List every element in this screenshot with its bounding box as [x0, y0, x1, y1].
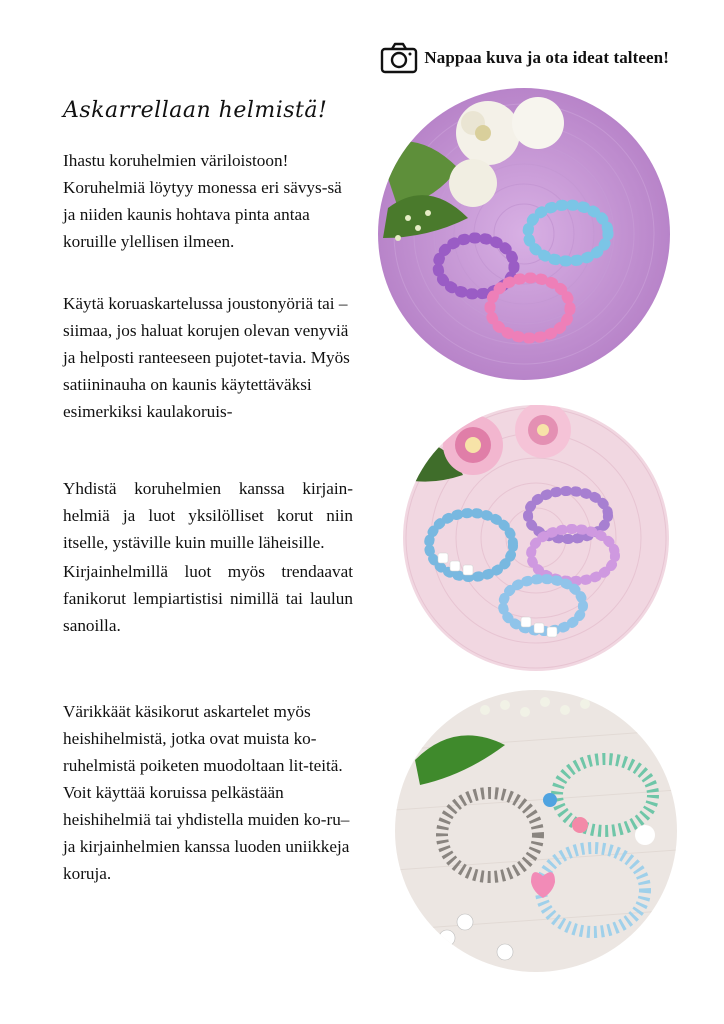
paragraph-intro: Ihastu koruhelmien väriloistoon! Koruhelmiä löytyy monessa eri sävys-sä ja niiden kaunis hohtava pinta antaa koruille ylellisen ilmeen. — [63, 151, 342, 251]
photo-tip-text: Nappaa kuva ja ota ideat talteen! — [424, 48, 669, 67]
camera-icon — [380, 42, 418, 74]
paragraph-heishi: Värikkäät käsikorut askartelet myös heishihelmistä, jotka ovat muista ko-ruhelmistä poiketen muodoltaan lit-teitä. Voit käyttää koruissa pelkästään heishihelmiä tai yhdistella muiden ko-ru– ja kirjainhelmien kanssa luoden uniikkeja koruja. — [63, 702, 350, 883]
paragraph-fan-jewelry: Kirjainhelmillä luot myös trendaavat fanikorut lempiartistisi nimillä tai laulun sanoilla. — [63, 562, 353, 635]
paragraph-cord: Käytä koruaskartelussa joustonyöriä tai –siimaa, jos haluat korujen olevan venyviä ja helposti ranteeseen pujotet-tavia. Myös satiininauha on kaunis käytettäväksi esimerkiksi kaulakoruis- — [63, 294, 350, 421]
heishi-bead-bracelets-on-wood — [395, 690, 677, 972]
letter-bead-bracelets-on-pink-mat — [403, 405, 669, 671]
bead-bracelets-on-purple-mat — [378, 88, 670, 380]
paragraph-letter-beads: Yhdistä koruhelmien kanssa kirjain-helmiä ja luot yksilölliset korut niin itselle, ystäville kuin muille läheisille. — [63, 479, 353, 552]
photo-tip — [380, 42, 669, 74]
page-title: Askarrellaan helmistä! — [63, 98, 328, 123]
